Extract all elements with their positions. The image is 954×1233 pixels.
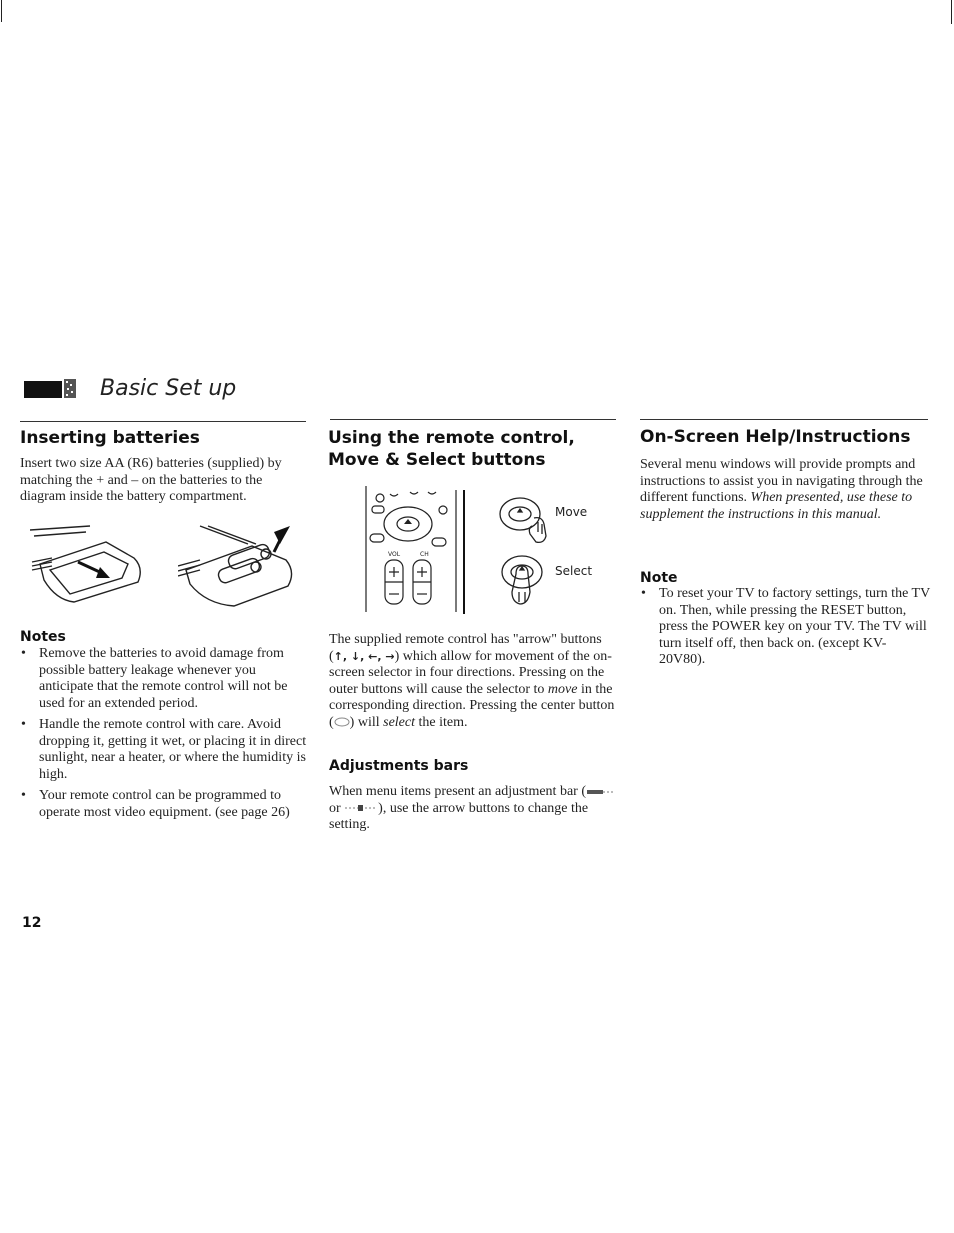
inserting-batteries-heading: Inserting batteries <box>20 428 200 448</box>
note-item: • To reset your TV to factory settings, turn the TV on. Then, while pressing the RESET button, press the POWER key on your TV. The TV will turn itself off, then back on. (except KV-20V80). <box>640 586 932 669</box>
para-text: ) will <box>349 714 384 730</box>
remote-control-heading-line1: Using the remote control, <box>328 428 575 448</box>
remote-control-description <box>329 632 617 731</box>
inserting-batteries-intro: Insert two size AA (R6) batteries (supplied) by matching the + and – on the batteries to the diagram inside the battery compartment. <box>20 456 282 504</box>
para-text: the item. <box>415 714 468 730</box>
para-text: The supplied remote control has "arrow" buttons ( <box>329 632 602 664</box>
on-screen-help-intro <box>640 457 930 523</box>
adj-text: or <box>329 800 345 816</box>
vol-label: VOL <box>388 551 401 558</box>
intro-text: Several menu windows will provide prompts and instructions to assist you in navigating through the different functions. <box>640 457 923 505</box>
remote-control-illustration <box>360 486 470 616</box>
remote-control-heading-line2: Move & Select buttons <box>328 450 546 470</box>
illustration-divider <box>463 490 465 614</box>
move-label: Move <box>555 505 588 519</box>
notes-heading: Notes <box>20 629 66 645</box>
select-button-hand-icon <box>500 552 552 608</box>
on-screen-help-heading: On-Screen Help/Instructions <box>640 427 911 447</box>
page-number: 12 <box>22 915 42 931</box>
intro-italic-text: When presented, use these to supplement the instructions in this manual. <box>640 490 913 522</box>
left-edge-line <box>1 0 2 22</box>
center-adjustment-bar-icon <box>344 804 378 812</box>
remote-back-illustration <box>30 522 145 607</box>
select-label: Select <box>555 564 593 578</box>
section-marker-icon <box>24 379 76 398</box>
section-title: Basic Set up <box>100 376 237 401</box>
right-edge-line <box>951 0 952 24</box>
remote-control-heading <box>328 427 575 471</box>
column-3-rule <box>640 419 928 420</box>
note-item: • Your remote control can be programmed to operate most video equipment. (see page 26) <box>20 788 310 821</box>
select-word: select <box>383 714 415 730</box>
note-item: • Remove the batteries to avoid damage from possible battery leakage whenever you anticipate that the remote control will not be used for an extended period. <box>20 646 310 712</box>
notes-list <box>20 646 310 826</box>
move-button-hand-icon <box>498 494 556 546</box>
adjustments-bars-heading: Adjustments bars <box>329 758 469 774</box>
column-1-rule <box>20 421 306 422</box>
arrow-glyphs: ↑, ↓, ←, → <box>333 649 395 663</box>
adjustments-bars-text <box>329 784 617 834</box>
note-item: • Handle the remote control with care. Avoid dropping it, getting it wet, or placing it in direct sunlight, near a heater, or where the humidity is high. <box>20 717 310 783</box>
note-list <box>640 586 932 674</box>
center-button-icon <box>334 717 350 727</box>
battery-insertion-illustration <box>178 522 296 610</box>
adj-text: When menu items present an adjustment bar ( <box>329 784 586 799</box>
ch-label: CH <box>420 551 429 558</box>
note-heading: Note <box>640 570 678 586</box>
adj-text: ), use the arrow buttons to change the setting. <box>329 800 589 832</box>
adjustment-bar-icon <box>586 788 616 796</box>
para-text: ) which allow for movement of the on-screen selector in four directions. Pressing on the outer buttons will cause the selector to <box>329 648 612 697</box>
column-2-rule <box>330 419 616 420</box>
para-text: in the corresponding direction. Pressing the center button ( <box>329 681 615 730</box>
move-word: move <box>547 681 578 697</box>
